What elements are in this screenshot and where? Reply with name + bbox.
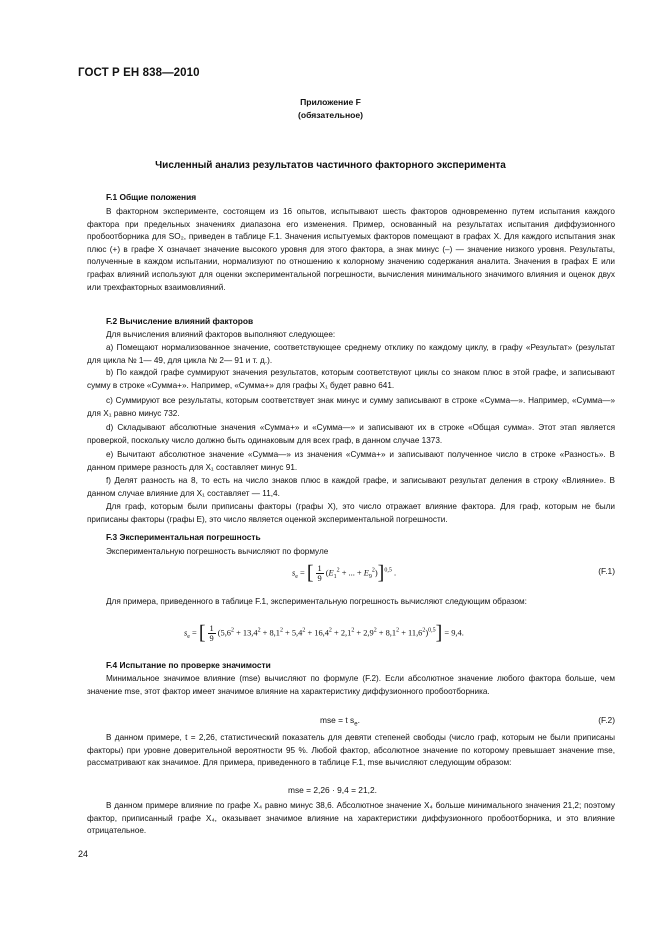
section-f2-item-c: c) Суммируют все результаты, которым соответствует знак минус и сумму записывают в строке «Сумма—». Например, «Сумма—» для X₁ равно минус 732. (87, 396, 615, 418)
formula-mse-calculation: mse = 2,26 · 9,4 = 21,2. (288, 785, 377, 795)
formula-f2-label: (F.2) (598, 715, 615, 725)
section-f2-item-e: e) Вычитают абсолютное значение «Сумма—» из значения «Сумма+» и записывают полученное число в строке «Разность». В данном примере разность для X₁ составляет минус 91. (87, 450, 615, 472)
section-f2-item-f: f) Делят разность на 8, то есть на число знаков плюс в каждой графе, и записывают результат деления в строку «Влияние». В данном случае влияние для X₁ составляет — 11,4. (87, 476, 615, 498)
section-f4-paragraph-3: В данном примере влияние по графе X₄ равно минус 38,6. Абсолютное значение X₄ больше минимального значения 21,2; поэтому фактор, приписанный графе X₄, оказывает значимое влияние на характеристики диффузионного пробоотборника, и это влияние отрицательное. (87, 801, 615, 836)
section-f4-paragraph-2: В данном примере, t = 2,26, статистический показатель для девяти степеней свободы (число граф, которым не были приписаны факторы) при уровне доверительной вероятности 95 %. Любой фактор, абсолютное значение по которому превышает значение mse, рассматривают как значимое. Для примера, приведенного в таблице F.1, mse вычисляют следующим образом: (87, 733, 615, 768)
section-f1-paragraph: В факторном эксперименте, состоящем из 16 опытов, испытывают шесть факторов одновременно путем испытания каждого фактора при предельных значениях диапазона его изменения. Пример, основанный на результатах испытания диффузионного пробоотборника для SO₂, приведен в таблице F.1. Значения испытуемых факторов помещают в графах X. Для каждого испытания знак плюс (+) в графе X означает значение высокого уровня для этого фактора, а знак минус (–) — значение низкого уровня. Результаты, полученные в каждом испытании, нормализуют по отношению к колорному значению содержания аналита. Значения в графах E или графах влияний используют для оценки экспериментальной погрешности, вычисления минимального значимого влияния и оценок двух или трехфакторных взаимовлияний. (87, 207, 615, 292)
section-f4-heading: F.4 Испытание по проверке значимости (106, 660, 271, 670)
section-f2-item-b: b) По каждой графе суммируют значения результатов, которым соответствуют циклы со знаком плюс в этой графе, и записывают сумму в строке «Сумма+». Например, «Сумма+» для графы X₁ будет равно 641. (87, 368, 615, 390)
formula-f1-label: (F.1) (598, 566, 615, 576)
appendix-title: Приложение F (300, 97, 361, 107)
section-f3-intro: Экспериментальную погрешность вычисляют по формуле (106, 547, 329, 556)
appendix-subtitle: (обязательное) (297, 110, 364, 120)
main-title: Численный анализ результатов частичного факторного эксперимента (155, 160, 506, 171)
formula-f1-calculation: $s_e$ = [ $\frac{1}{9}$ $(5,6^2 + 13,4^2 + 8,1^2 + 5,4^2 + 16,4^2 + 2,1^2 + 2,9^2 + 8,1^2 + 11,6^2)^{0,5}] = 9,4$. (184, 622, 464, 644)
page-number: 24 (78, 849, 89, 859)
section-f4-paragraph-1: Минимальное значимое влияние (mse) вычисляют по формуле (F.2). Если абсолютное значение любого фактора больше, чем значение mse, этот фактор имеет значимое влияние на характеристику диффузионного пробоотборника. (87, 674, 615, 696)
section-f2-note: Для граф, которым были приписаны факторы (графы X), это число отражает влияние фактора. Для граф, которым не были приписаны факторы (графы E), это число является оценкой экспериментальной погрешности. (87, 502, 615, 524)
section-f2-item-a: a) Помещают нормализованное значение, соответствующее среднему отклику по каждому циклу, в графу «Результат» (результат для цикла № 1— 49, для цикла № 2— 91 и т. д.). (87, 343, 615, 365)
section-f2-heading: F.2 Вычисление влияний факторов (106, 316, 254, 326)
section-f2-intro: Для вычисления влияний факторов выполняют следующее: (106, 330, 336, 339)
section-f1-heading: F.1 Общие положения (106, 192, 197, 202)
section-f3-heading: F.3 Экспериментальная погрешность (106, 532, 261, 542)
formula-f2: mse = t $s_e$. (320, 715, 360, 728)
standard-header: ГОСТ Р ЕН 838—2010 (78, 67, 200, 79)
section-f3-example: Для примера, приведенного в таблице F.1, экспериментальную погрешность вычисляют следующим образом: (106, 597, 527, 606)
section-f2-item-d: d) Складывают абсолютные значения «Сумма+» и «Сумма—» и записывают их в строке «Общая сумма». Этот этап является проверкой, поскольку число должно быть одинаковым для всех граф, в данном случае 1373. (87, 423, 615, 445)
formula-f1: $s_e$ = [ $\frac{1}{9}$ ($E_1^2$ + ... + $E_9^2)]^{0,5}$ . (292, 562, 397, 584)
